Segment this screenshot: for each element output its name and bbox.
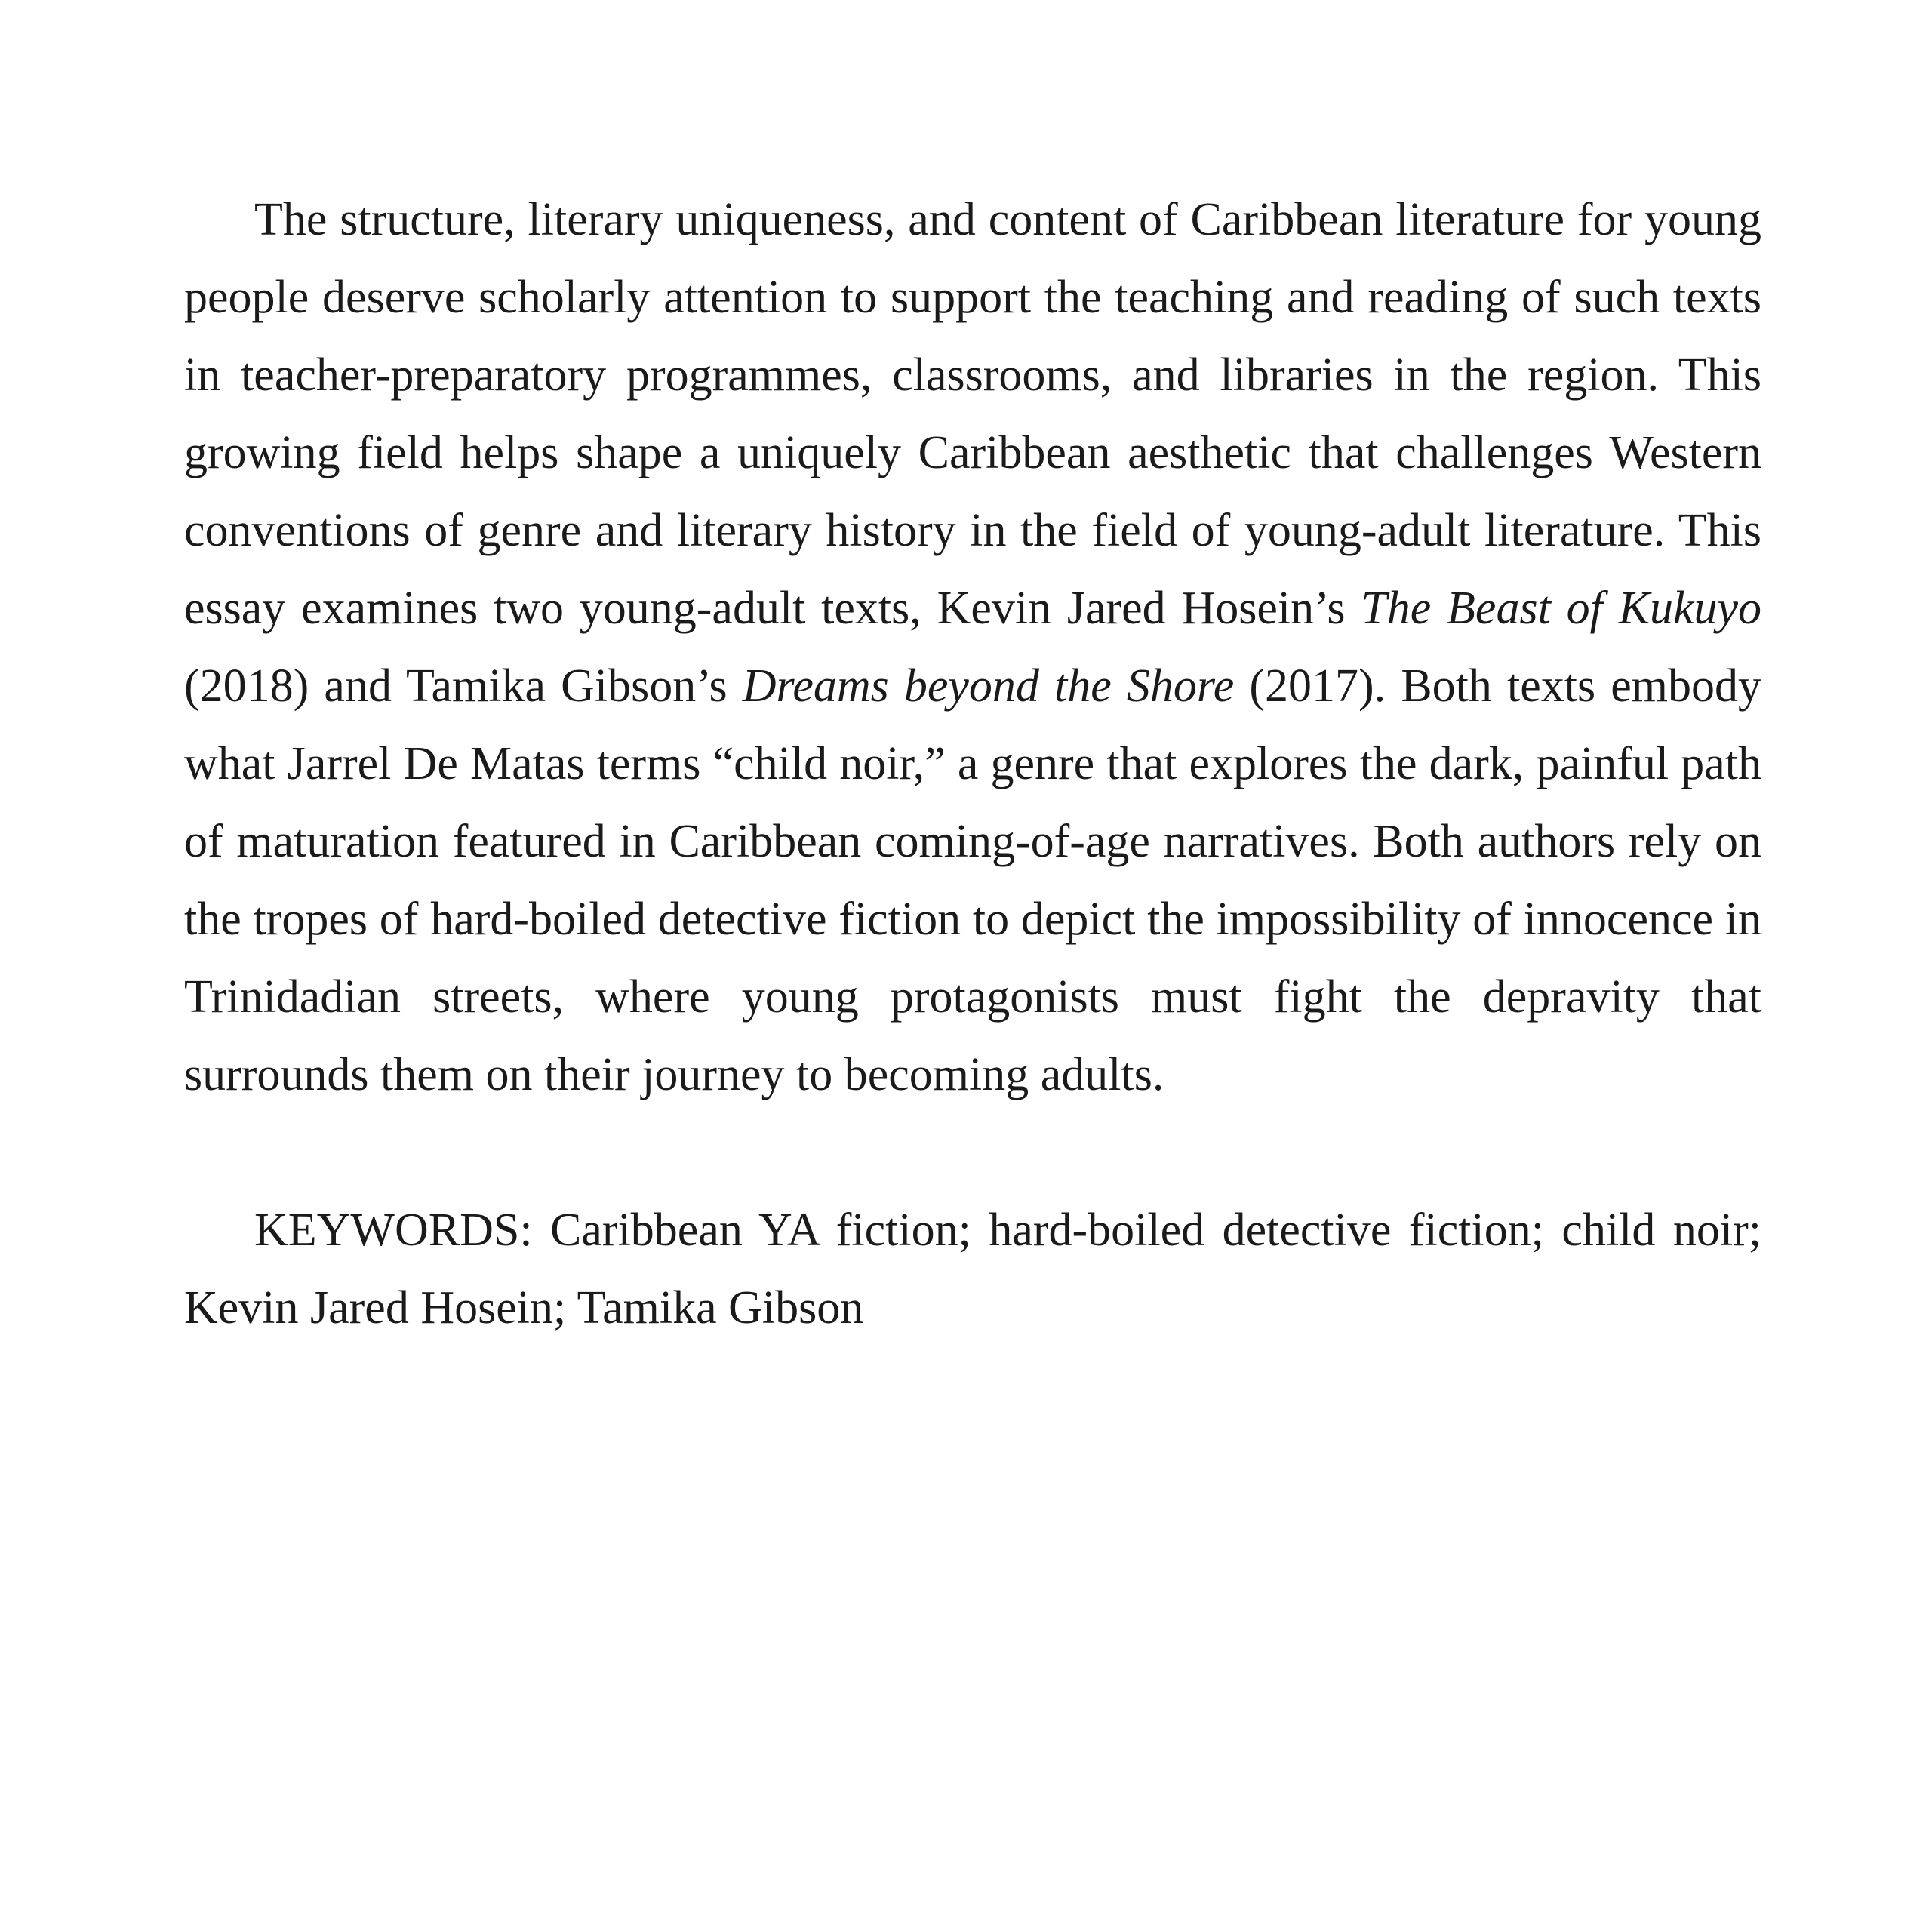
abstract-text-part1: The structure, literary uniqueness, and content of Caribbean literature for young people deserve scholarly attention to support the teaching and reading of such texts in teacher-preparatory programmes, classrooms, and libraries in the region. This growing field helps shape a uniquely Caribbean aesthetic that challenges Western conventions of genre and literary history in the field of young-adult literature. This essay examines two young-adult texts, Kevin Jared Hosein’s <box>184 194 1761 634</box>
book-title-beast-of-kukuyo: The Beast of Kukuyo <box>1361 583 1761 634</box>
keywords-list: Caribbean YA fiction; hard-boiled detective fiction; child noir; Kevin Jared Hosein; Tamika Gibson <box>184 1204 1761 1334</box>
abstract-paragraph <box>184 181 1761 1114</box>
keywords-label: KEYWORDS: <box>254 1204 533 1256</box>
abstract-text-part2: (2018) and Tamika Gibson’s <box>184 660 743 712</box>
abstract-text-part3: (2017). Both texts embody what Jarrel De Matas terms “child noir,” a genre that explores the dark, painful path of maturation featured in Caribbean coming-of-age narratives. Both authors rely on the tropes of hard-boiled detective fiction to depict the impossibility of innocence in Trinidadian streets, where young protagonists must fight the depravity that surrounds them on their journey to becoming adults. <box>184 660 1761 1100</box>
abstract-page <box>184 181 1761 1347</box>
keywords-paragraph <box>184 1192 1761 1347</box>
book-title-dreams-beyond-the-shore: Dreams beyond the Shore <box>742 660 1235 712</box>
